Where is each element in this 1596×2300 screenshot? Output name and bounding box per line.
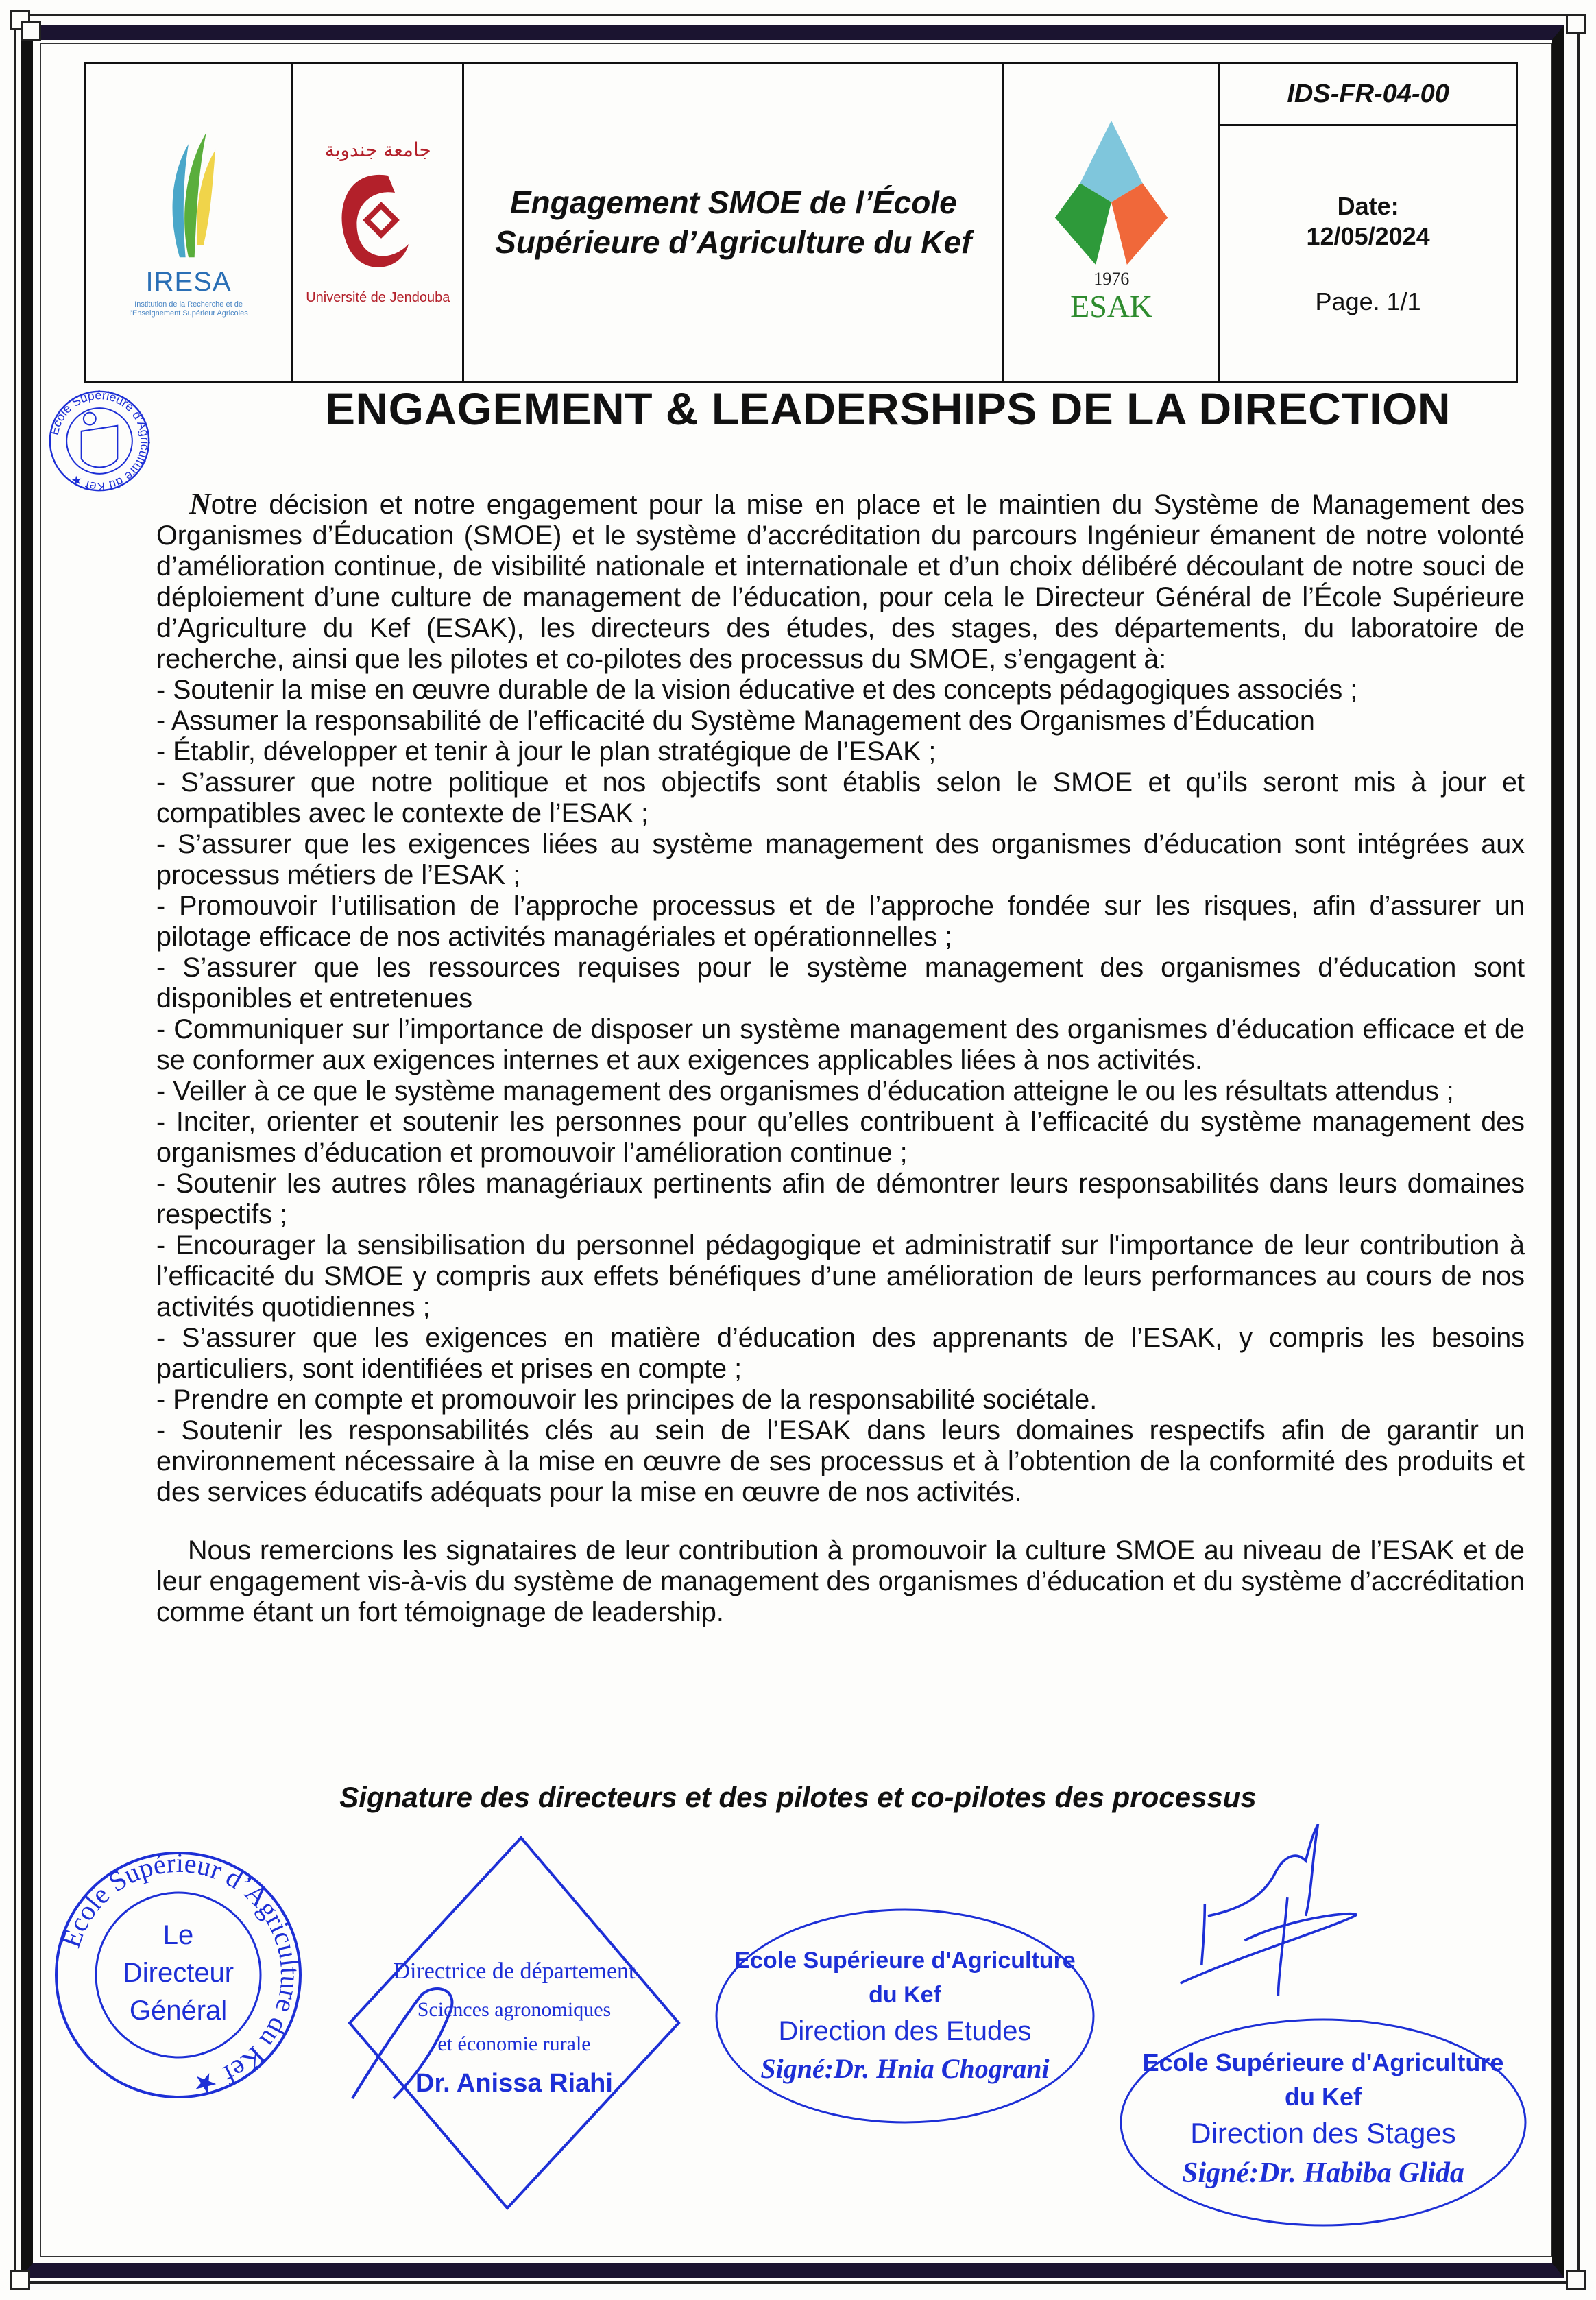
director-ring-text: Ecole Supérieur d’Agriculture du Kef ★ <box>55 1847 306 2102</box>
internships-stamp-line: Ecole Supérieure d'Agriculture <box>1142 2048 1504 2076</box>
commitment-item: - Veiller à ce que le système management des organismes d’éducation atteigne le ou les résultats attendus ; <box>156 1076 1454 1106</box>
header-title-cell <box>464 64 1004 381</box>
studies-stamp-icon <box>713 1906 1097 2126</box>
signature-heading: Signature des directeurs et des pilotes et co-pilotes des processus <box>339 1781 1257 1813</box>
document-body <box>156 488 1525 1628</box>
intro-paragraph <box>156 488 1525 675</box>
commitment-item: - Soutenir les responsabilités clés au sein de l’ESAK dans leurs domaines respectifs afin de garantir un environnement nécessaire à la mise en œuvre de ses processus et à l’obtention de la conformité des produits et des services éducatifs adéquats pour la mise en œuvre de nos activités. <box>156 1415 1525 1507</box>
director-stamp-line: Le <box>162 1920 194 1950</box>
commitment-item: - Établir, développer et tenir à jour le plan stratégique de l’ESAK ; <box>156 736 936 767</box>
esak-logo-icon <box>1050 121 1173 265</box>
handwritten-signature <box>1159 1824 1392 1999</box>
header-title-line1: Engagement SMOE de l’École <box>509 184 957 220</box>
internships-stamp-icon <box>1117 2009 1529 2229</box>
commitment-item: - Inciter, orienter et soutenir les personnes pour qu’elles contribuent à l’efficacité du système management des organismes d’éducation et promouvoir l’amélioration continue ; <box>156 1107 1525 1168</box>
studies-stamp-line: du Kef <box>869 1982 941 2008</box>
department-stamp-line: Directrice de département <box>393 1958 636 1984</box>
school-seal-icon <box>48 390 151 492</box>
document-header-table <box>84 62 1518 383</box>
director-stamp-line: Directeur <box>122 1958 234 1988</box>
header-title-line2: Supérieure d’Agriculture du Kef <box>495 224 972 260</box>
jendouba-logo-cell <box>293 64 464 381</box>
studies-director-stamp <box>713 1906 1097 2129</box>
closing-paragraph: Nous remercions les signataires de leur contribution à promouvoir la culture SMOE au niveau de l’ESAK et de leur engagement vis-à-vis du système de management des organismes d’éducation et du système d’accréditation comme étant un fort témoignage de leadership. <box>156 1535 1525 1627</box>
commitment-item: - Assumer la responsabilité de l’efficacité du Système Management des Organismes d’Éducation <box>156 706 1315 736</box>
commitment-list <box>156 675 1525 1508</box>
seal-ring-text: Ecole Supérieure d’Agriculture du Kef ★ <box>48 390 151 492</box>
commitment-item: - S’assurer que les exigences liées au système management des organismes d’éducation sont intégrées aux processus métiers de l’ESAK ; <box>156 829 1525 890</box>
commitment-item: - S’assurer que notre politique et nos objectifs sont établis selon le SMOE et qu’ils seront mis à jour et compatibles avec le contexte de l’ESAK ; <box>156 767 1525 828</box>
commitment-item: - S’assurer que les ressources requises pour le système management des organismes d’éducation sont disponibles et entretenues <box>156 953 1525 1014</box>
iresa-logo-text: IRESA <box>145 267 232 297</box>
commitment-item: - Promouvoir l’utilisation de l’approche processus et de l’approche fondée sur les risques, afin d’assurer un pilotage efficace de nos activités managériales et opérationnelles ; <box>156 891 1525 952</box>
commitment-item: - Soutenir les autres rôles managériaux pertinents afin de démontrer leurs responsabilités dans leurs domaines respectifs ; <box>156 1169 1525 1230</box>
signature-stamps-area <box>48 1824 1543 2249</box>
director-general-seal-icon <box>48 1845 309 2105</box>
date-value: 12/05/2024 <box>1306 221 1430 250</box>
internships-stamp-line: du Kef <box>1285 2083 1362 2111</box>
iresa-logo-icon <box>151 126 226 263</box>
department-stamp-name: Dr. Anissa Riahi <box>415 2069 613 2098</box>
frame-corner-ornament <box>21 21 41 41</box>
studies-stamp-line: Ecole Supérieure d'Agriculture <box>734 1948 1076 1974</box>
internships-stamp-signed: Signé:Dr. Habiba Glida <box>1182 2157 1464 2189</box>
department-stamp-icon <box>343 1831 686 2215</box>
university-jendouba-logo-icon <box>326 162 429 285</box>
iresa-logo-subtitle: Institution de la Recherche et de l'Enseignement Supérieur Agricoles <box>129 300 248 318</box>
commitment-item: - S’assurer que les exigences en matière d’éducation des apprenants de l’ESAK, y compris les besoins particuliers, sont identifiées et prises en compte ; <box>156 1323 1525 1384</box>
esak-logo-cell <box>1004 64 1220 381</box>
school-seal-stamp <box>48 390 151 496</box>
document-meta-cell <box>1220 64 1516 381</box>
commitment-item: - Soutenir la mise en œuvre durable de la vision éducative et des concepts pédagogiques associés ; <box>156 675 1358 705</box>
drop-cap: N <box>189 487 211 520</box>
internships-stamp-line: Direction des Stages <box>1190 2117 1456 2149</box>
department-director-stamp <box>343 1831 686 2218</box>
page-title: ENGAGEMENT & LEADERSHIPS DE LA DIRECTION <box>325 383 1451 434</box>
studies-stamp-signed: Signé:Dr. Hnia Chograni <box>760 2053 1050 2084</box>
studies-stamp-line: Direction des Etudes <box>778 2016 1032 2046</box>
department-stamp-line: et économie rurale <box>437 2033 591 2055</box>
intro-text: otre décision et notre engagement pour la mise en place et le maintien du Système de Management des Organismes d’Éducation (SMOE) et le système d’accréditation du parcours Ingénieur émanent de notre volonté d’amélioration continue, de visibilité nationale et internationale et d’un choix délibéré découlant de notre souci de déploiement d’une culture de management de l’éducation, pour cela le Directeur Général de l’École Supérieure d’Agriculture du Kef (ESAK), les directeurs des études, des stages, des départements, du laboratoire de recherche, ainsi que les pilotes et co-pilotes des processus du SMOE, s’engagent à: <box>156 490 1525 674</box>
director-stamp-line: Général <box>129 1996 228 2026</box>
document-reference: IDS-FR-04-00 <box>1220 64 1516 126</box>
esak-year-text: 1976 <box>1093 269 1130 289</box>
department-stamp-line: Sciences agronomiques <box>417 1998 612 2021</box>
page-number: Page. 1/1 <box>1315 287 1421 315</box>
signature-scribble-icon <box>1159 1824 1392 1996</box>
jendouba-arabic-text: جامعة جندوبة <box>324 139 431 161</box>
date-label: Date: <box>1337 191 1399 220</box>
svg-text:Ecole Supérieure d’Agriculture <box>48 390 151 492</box>
frame-corner-ornament <box>1566 14 1586 34</box>
commitment-item: - Encourager la sensibilisation du personnel pédagogique et administratif sur l'importance de leur contribution à l’efficacité du SMOE y compris aux effets bénéfiques d’une amélioration de leurs performances au cours de nos activités quotidiennes ; <box>156 1230 1525 1322</box>
jendouba-logo-text: Université de Jendouba <box>306 290 450 305</box>
internships-director-stamp <box>1117 2009 1529 2232</box>
frame-corner-ornament <box>10 2270 30 2290</box>
esak-logo-text: ESAK <box>1070 289 1153 324</box>
commitment-item: - Prendre en compte et promouvoir les principes de la responsabilité sociétale. <box>156 1385 1098 1415</box>
commitment-item: - Communiquer sur l’importance de disposer un système management des organismes d’éducation efficace et de se conformer aux exigences internes et aux exigences applicables liées à nos activités. <box>156 1014 1525 1075</box>
frame-corner-ornament <box>1566 2270 1586 2290</box>
iresa-logo-cell <box>86 64 293 381</box>
